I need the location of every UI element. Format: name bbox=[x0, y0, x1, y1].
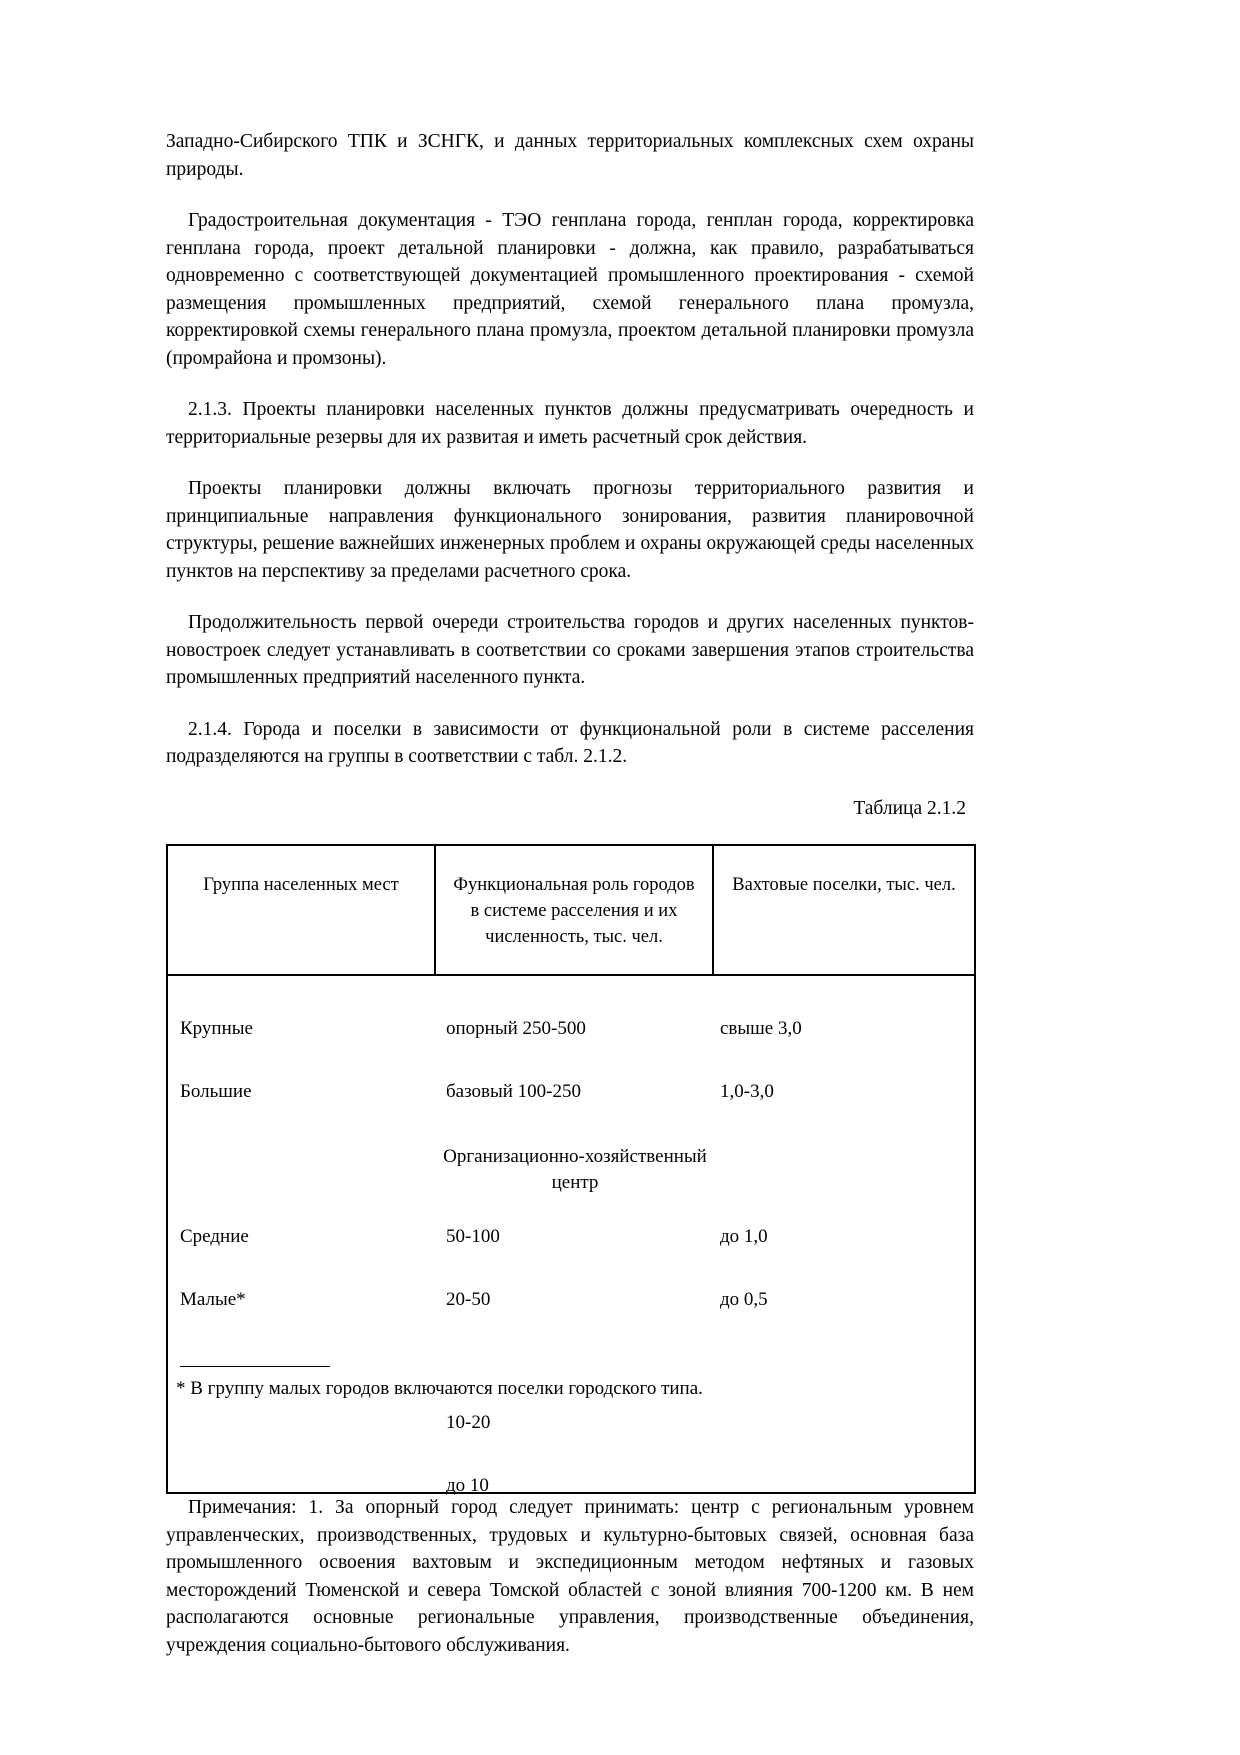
row-malye-shift: до 0,5 bbox=[720, 1289, 768, 1310]
row-do-10-role: до 10 bbox=[446, 1475, 489, 1496]
column-header-role: Функциональная роль городов в системе расселения и их численность, тыс. чел. bbox=[435, 845, 713, 975]
row-org-center-role: Организационно-хозяйственный центр bbox=[443, 1146, 707, 1193]
row-malye-role: 20-50 bbox=[446, 1289, 491, 1310]
row-bolshie-shift: 1,0-3,0 bbox=[720, 1081, 774, 1102]
row-bolshie-group: Большие bbox=[180, 1081, 252, 1102]
row-malye-group: Малые* bbox=[180, 1289, 246, 1310]
row-krupnye-shift: свыше 3,0 bbox=[720, 1018, 802, 1039]
table-body-layer bbox=[168, 976, 974, 1496]
row-krupnye-role: опорный 250-500 bbox=[446, 1018, 586, 1039]
row-krupnye-group: Крупные bbox=[180, 1018, 253, 1039]
paragraph-zapadno-sibirskogo: Западно-Сибирского ТПК и ЗСНГК, и данных территориальных комплексных схем охраны природы. bbox=[166, 131, 974, 180]
row-10-20-role: 10-20 bbox=[446, 1412, 491, 1433]
paragraph-clause-2-1-4: 2.1.4. Города и поселки в зависимости от функциональной роли в системе расселения подразделяются на группы в соответствии с табл. 2.1.2. bbox=[166, 718, 974, 767]
table-body bbox=[167, 975, 975, 1496]
table-body-row bbox=[167, 975, 975, 1493]
paragraph-proekty-planirovki: Проекты планировки должны включать прогнозы территориального развития и принципиальные направления функционального зонирования, развития планировочной структуры, решение важнейших инженерных проблем и охраны окружающей среды населенных пунктов на перспективу за пределами расчетного срока. bbox=[166, 478, 974, 582]
document-body bbox=[166, 128, 974, 1659]
paragraph-clause-2-1-3: 2.1.3. Проекты планировки населенных пунктов должны предусматривать очередность и территориальные резервы для их развитая и иметь расчетный срок действия. bbox=[166, 399, 974, 448]
column-header-shift-settlements: Вахтовые поселки, тыс. чел. bbox=[713, 845, 975, 975]
table-body-cell bbox=[167, 975, 975, 1496]
row-srednie-role: 50-100 bbox=[446, 1226, 500, 1247]
row-bolshie-role: базовый 100-250 bbox=[446, 1081, 581, 1102]
table-caption: Таблица 2.1.2 bbox=[853, 797, 966, 819]
paragraph-prodolzhitelnost: Продолжительность первой очереди строительства городов и других населенных пунктов-новостроек следует устанавливать в соответствии со сроками завершения этапов строительства промышленных предприятий населенного пункта. bbox=[166, 612, 974, 688]
table-2-1-2 bbox=[166, 844, 976, 1494]
table-header-row bbox=[167, 845, 975, 975]
paragraph-gradostroitelnaya-dokumentatsiya: Градостроительная документация - ТЭО генплана города, генплан города, корректировка генплана города, проект детальной планировки - должна, как правило, разрабатываться одновременно с соответствующей документацией промышленного проектирования - схемой размещения промышленных предприятий, схемой генерального плана промузла, корректировкой схемы генерального плана промузла, проектом детальной планировки промузла (промрайона и промзоны). bbox=[166, 210, 974, 369]
column-header-group: Группа населенных мест bbox=[167, 845, 435, 975]
row-srednie-shift: до 1,0 bbox=[720, 1226, 768, 1247]
table-footnote: * В группу малых городов включаются поселки городского типа. bbox=[176, 1378, 703, 1399]
table-header bbox=[167, 845, 975, 975]
footnote-separator-rule bbox=[180, 1366, 330, 1367]
paragraph-primechaniya: Примечания: 1. За опорный город следует принимать: центр с региональным уровнем управленческих, производственных, трудовых и культурно-бытовых связей, основная база промышленного освоения вахтовым и экспедиционным методом нефтяных и газовых месторождений Тюменской и севера Томской областей с зоной влияния 700-1200 км. В нем располагаются основные региональные управления, производственные объединения, учреждения социально-бытового обслуживания. bbox=[166, 1497, 974, 1656]
row-srednie-group: Средние bbox=[180, 1226, 249, 1247]
